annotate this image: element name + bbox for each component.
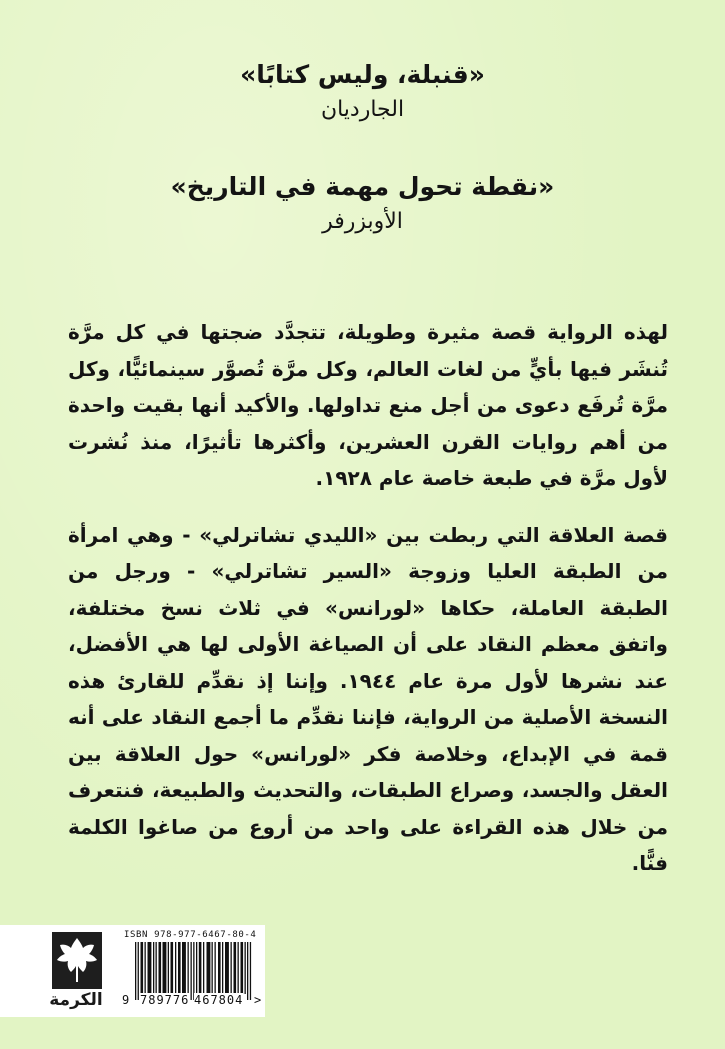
book-description: [68, 314, 668, 882]
grape-leaf-icon: [56, 936, 98, 986]
barcode-quiet-zone-mark: >: [254, 993, 262, 1007]
blurb-observer: [0, 170, 725, 238]
blurb-quote: «نقطة تحول مهمة في التاريخ»: [170, 172, 555, 201]
publisher-name: الكرمة: [49, 990, 103, 1010]
blurb-guardian: [0, 58, 725, 126]
barcode-lead-digit: 9: [122, 993, 130, 1007]
isbn-number: ISBN 978-977-6467-80-4: [124, 930, 257, 940]
publisher-logo: [52, 932, 102, 989]
blurb-quote: «قنبلة، وليس كتابًا»: [240, 60, 485, 89]
barcode-right-group: 467804: [194, 993, 244, 1007]
description-paragraph-1: لهذه الرواية قصة مثيرة وطويلة، تتجدَّد ضجتها في كل مرَّة تُنشَر فيها بأيٍّ من لغات العالم، وكل مرَّة تُصوَّر سينمائيًّا، وكل مرَّة تُرفَع دعوى من أجل منع تداولها. والأكيد أنها بقيت واحدة من أهم روايات القرن العشرين، وأكثرها تأثيرًا، منذ نُشرت لأول مرَّة في طبعة خاصة عام ١٩٢٨.: [68, 320, 668, 490]
barcode-bars: [135, 942, 255, 1000]
barcode-label: [0, 925, 265, 1017]
blurb-source: الأوبزرفر: [322, 209, 403, 234]
blurb-source: الجارديان: [320, 97, 405, 122]
barcode-left-group: 789776: [140, 993, 190, 1007]
description-paragraph-2: قصة العلاقة التي ربطت بين «الليدي تشاترلي» - وهي امرأة من الطبقة العليا وزوجة «السير تشاترلي» - ورجل من الطبقة العاملة، حكاها «لورانس» في ثلاث نسخ مختلفة، واتفق معظم النقاد على أن الصياغة الأولى لها هي الأفضل، عند نشرها لأول مرة عام ١٩٤٤. وإننا إذ نقدِّم للقارئ هذه النسخة الأصلية من الرواية، فإننا نقدِّم ما أجمع النقاد على أنه قمة في الإبداع، وخلاصة فكر «لورانس» حول العلاقة بين العقل والجسد، وصراع الطبقات، والتحديث والطبيعة، فنتعرف من خلال هذه القراءة على واحد من أروع من صاغوا الكلمة فنًّا.: [68, 522, 669, 875]
